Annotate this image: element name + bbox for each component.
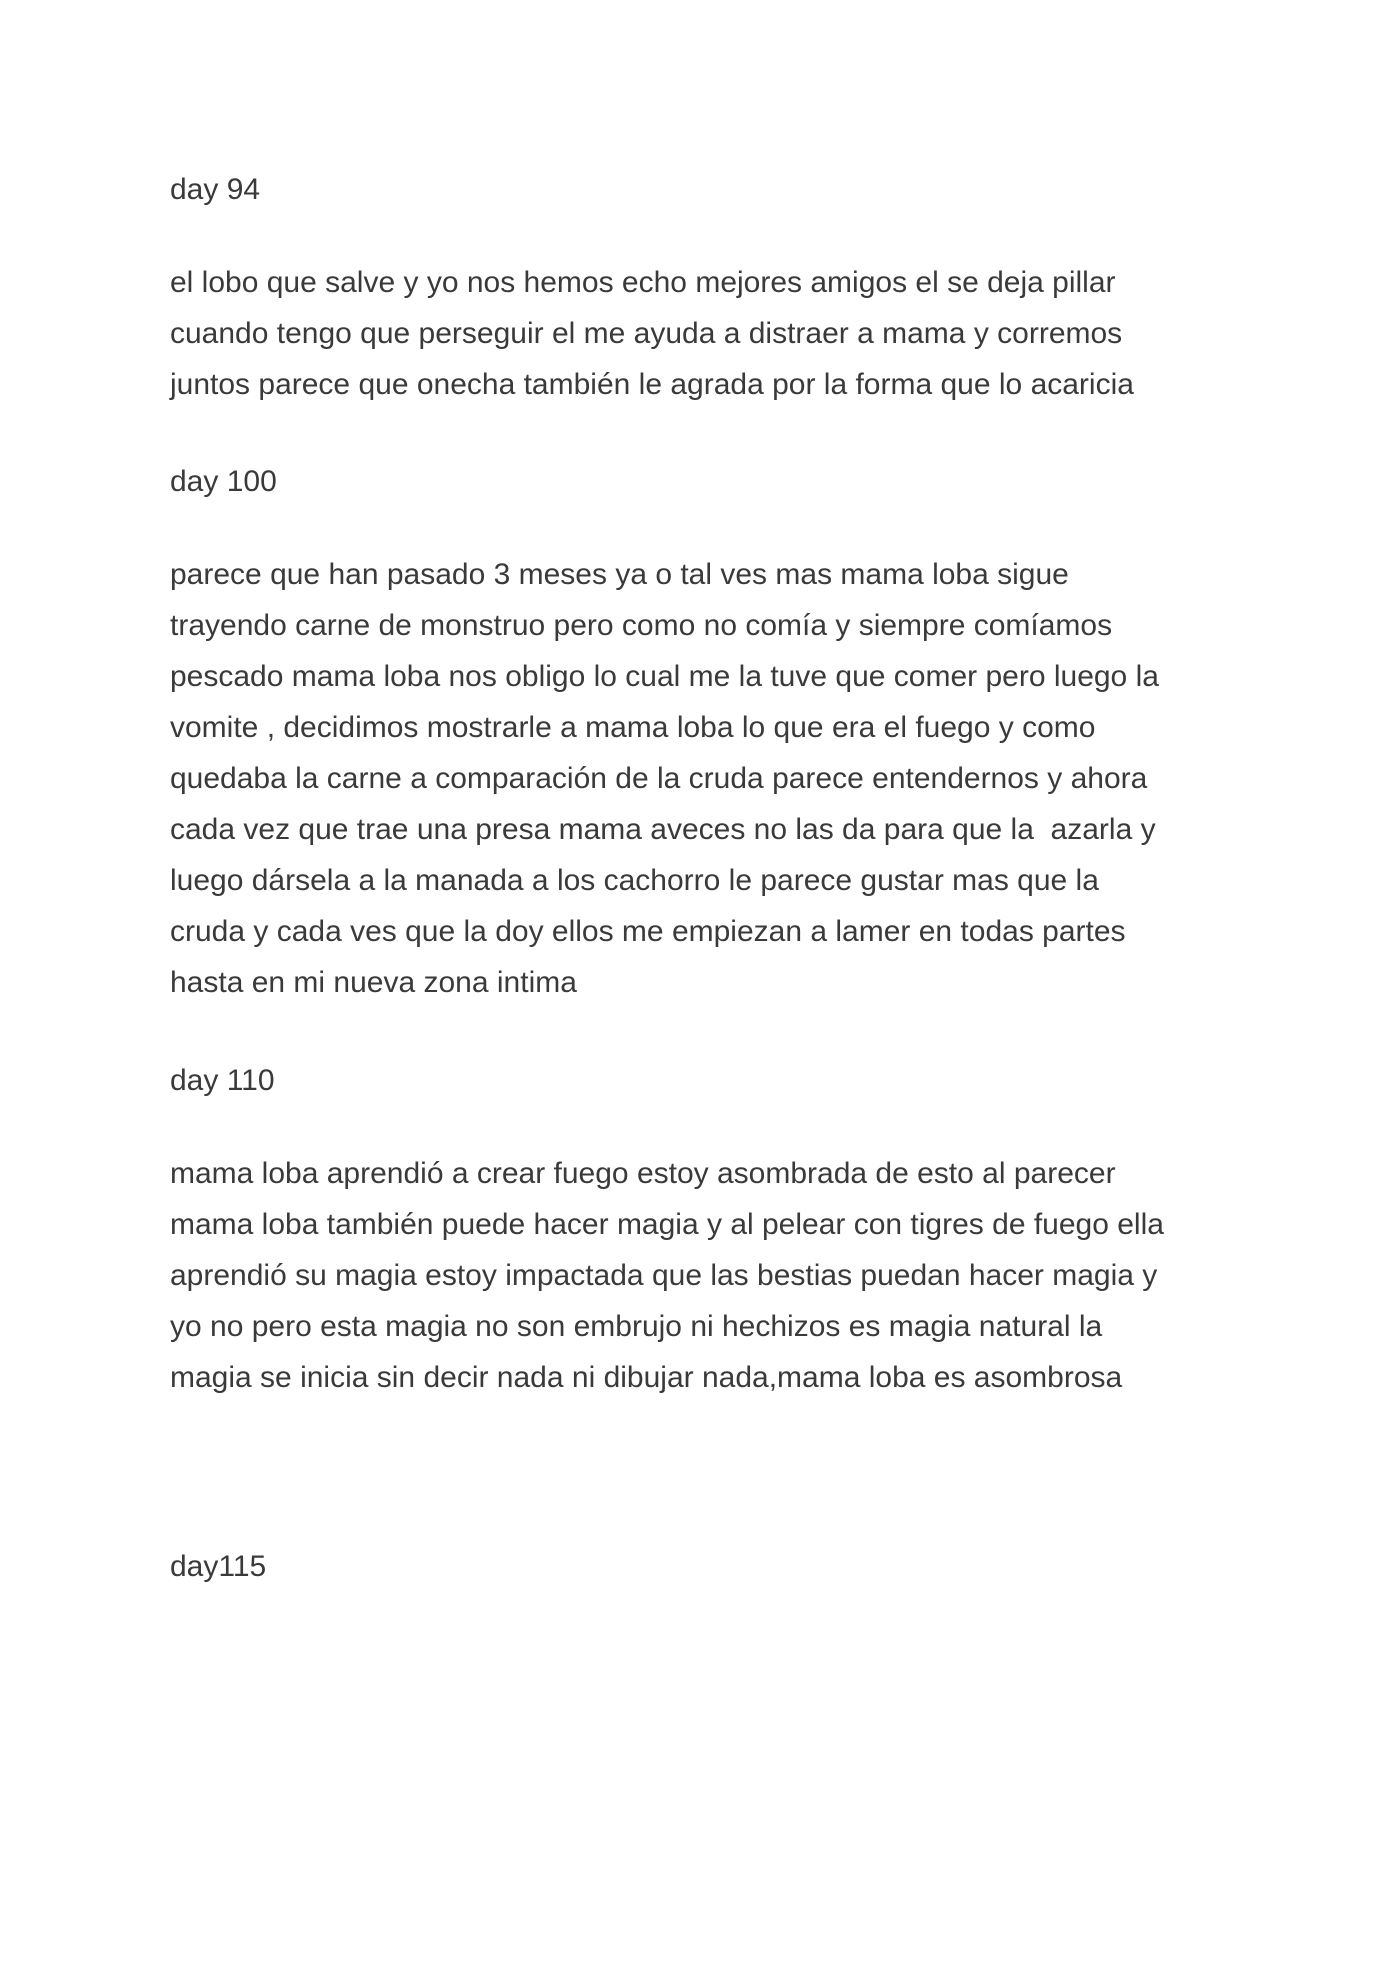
- body-line: trayendo carne de monstruo pero como no comía y siempre comíamos: [170, 609, 1113, 642]
- body-line: hasta en mi nueva zona intima: [170, 966, 577, 999]
- entry-body-day-94: [170, 257, 1250, 410]
- body-line: parece que han pasado 3 meses ya o tal ves mas mama loba sigue: [170, 558, 1069, 591]
- body-line: el lobo que salve y yo nos hemos echo mejores amigos el se deja pillar: [170, 266, 1116, 299]
- body-line: aprendió su magia estoy impactada que las bestias puedan hacer magia y: [170, 1259, 1158, 1292]
- body-line: cruda y cada ves que la doy ellos me empiezan a lamer en todas partes: [170, 915, 1126, 948]
- body-line: pescado mama loba nos obligo lo cual me la tuve que comer pero luego la: [170, 660, 1159, 693]
- body-line: mama loba aprendió a crear fuego estoy asombrada de esto al parecer: [170, 1157, 1116, 1190]
- body-line: luego dársela a la manada a los cachorro le parece gustar mas que la: [170, 864, 1099, 897]
- entry-heading-day-100: day 100: [170, 465, 277, 498]
- body-line: cuando tengo que perseguir el me ayuda a distraer a mama y corremos: [170, 317, 1123, 350]
- entry-heading-day-110: day 110: [170, 1064, 275, 1097]
- body-line: mama loba también puede hacer magia y al pelear con tigres de fuego ella: [170, 1208, 1164, 1241]
- entry-heading-day-94: day 94: [170, 173, 261, 206]
- body-line: quedaba la carne a comparación de la cruda parece entendernos y ahora: [170, 762, 1148, 795]
- entry-heading-day-115: day115: [170, 1550, 267, 1583]
- body-line: magia se inicia sin decir nada ni dibujar nada,mama loba es asombrosa: [170, 1361, 1123, 1394]
- body-line: juntos parece que onecha también le agrada por la forma que lo acaricia: [170, 368, 1134, 401]
- entry-body-day-100: [170, 549, 1250, 1008]
- body-line: yo no pero esta magia no son embrujo ni hechizos es magia natural la: [170, 1310, 1103, 1343]
- entry-body-day-110: [170, 1148, 1250, 1403]
- body-line: cada vez que trae una presa mama aveces no las da para que la azarla y: [170, 813, 1156, 846]
- body-line: vomite , decidimos mostrarle a mama loba lo que era el fuego y como: [170, 711, 1096, 744]
